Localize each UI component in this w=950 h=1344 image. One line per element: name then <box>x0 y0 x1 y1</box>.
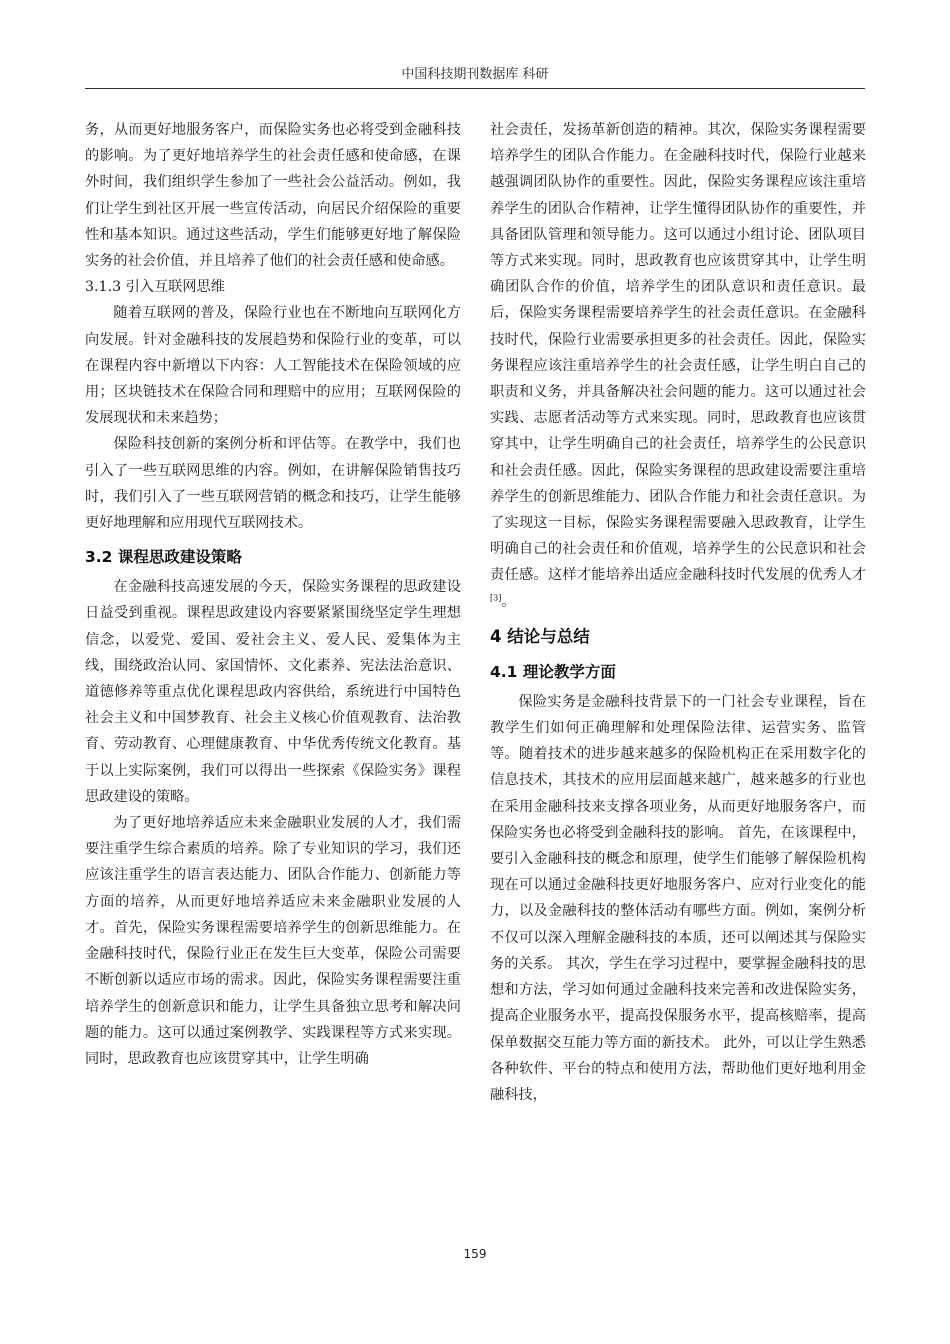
header-rule <box>85 88 865 89</box>
paragraph: 为了更好地培养适应未来金融职业发展的人才，我们需要注重学生综合素质的培养。除了专业知识的学习，我们还应该注重学生的语言表达能力、团队合作能力、创新能力等方面的培养，从而更好地培养适应未来金融职业发展的人才。首先，保险实务课程需要培养学生的创新思维能力。在金融科技时代，保险行业正在发生巨大变革，保险公司需要不断创新以适应市场的需求。因此，保险实务课程需要注重培养学生的创新意识和能力，让学生具备独立思考和解决问题的能力。这可以通过案例教学、实践课程等方式来实现。同时，思政教育也应该贯穿其中，让学生明确 <box>85 815 461 1067</box>
paragraph-text: 社会责任，发扬革新创造的精神。其次，保险实务课程需要培养学生的团队合作能力。在金融科技时代，保险行业越来越强调团队协作的重要性。因此，保险实务课程应该注重培养学生的团队合作精神，让学生懂得团队协作的重要性，并具备团队管理和领导能力。这可以通过小组讨论、团队项目等方式来实现。同时，思政教育也应该贯穿其中，让学生明确团队合作的价值，培养学生的团队意识和责任意识。最后，保险实务课程需要培养学生的社会责任意识。在金融科技时代，保险行业需要承担更多的社会责任。因此，保险实务课程应该注重培养学生的社会责任感，让学生明白自己的职责和义务，并具备解决社会问题的能力。这可以通过社会实践、志愿者活动等方式来实现。同时，思政教育也应该贯穿其中，让学生明确自己的社会责任，培养学生的公民意识和社会责任感。因此，保险实务课程的思政建设需要注重培养学生的创新思维能力、团队合作能力和社会责任意识。为了实现这一目标，保险实务课程需要融入思政教育，让学生明确自己的社会责任和价值观，培养学生的公民意识和社会责任感。这样才能培养出适应金融科技时代发展的优秀人才 <box>490 122 866 584</box>
paragraph: 在金融科技高速发展的今天，保险实务课程的思政建设日益受到重视。课程思政建设内容要紧紧围绕坚定学生理想信念，以爱党、爱国、爱社会主义、爱人民、爱集体为主线，围绕政治认同、家国情怀、文化素养、宪法法治意识、道德修养等重点优化课程思政内容供给，系统进行中国特色社会主义和中国梦教育、社会主义核心价值观教育、法治教育、劳动教育、心理健康教育、中华优秀传统文化教育。基于以上实际案例，我们可以得出一些探索《保险实务》课程思政建设的策略。 <box>85 579 461 805</box>
left-column <box>85 117 461 1072</box>
subsection-heading-3-1-3: 3.1.3 引入互联网思维 <box>85 279 225 296</box>
section-heading-3-2: 3.2 课程思政建设策略 <box>85 548 242 567</box>
section-heading-4-1: 4.1 理论教学方面 <box>490 662 616 681</box>
paragraph-end: 。 <box>501 593 516 610</box>
paragraph <box>490 117 866 615</box>
paragraph: 保险科技创新的案例分析和评估等。在教学中，我们也引入了一些互联网思维的内容。例如，在讲解保险销售技巧时，我们引入了一些互联网营销的概念和技巧，让学生能够更好地理解和应用现代互联网技术。 <box>85 436 461 532</box>
running-header: 中国科技期刊数据库 科研 <box>401 67 549 82</box>
paragraph: 务，从而更好地服务客户，而保险实务也必将受到金融科技的影响。为了更好地培养学生的社会责任感和使命感，在课外时间，我们组织学生参加了一些社会公益活动。例如，我们让学生到社区开展一些宣传活动，向居民介绍保险的重要性和基本知识。通过这些活动，学生们能够更好地了解保险实务的社会价值，并且培养了他们的社会责任感和使命感。 <box>85 122 461 270</box>
right-column <box>490 117 866 1108</box>
paragraph: 随着互联网的普及，保险行业也在不断地向互联网化方向发展。针对金融科技的发展趋势和保险行业的变革，可以在课程内容中新增以下内容：人工智能技术在保险领域的应用；区块链技术在保险合同和理赔中的应用；互联网保险的发展现状和未来趋势； <box>85 305 461 427</box>
section-heading-4: 4 结论与总结 <box>490 626 590 646</box>
citation-ref: [3] <box>490 592 502 602</box>
paragraph: 保险实务是金融科技背景下的一门社会专业课程，旨在教学生们如何正确理解和处理保险法律、运营实务、监管等。随着技术的进步越来越多的保险机构正在采用数字化的信息技术，其技术的应用层面越来越广，越来越多的行业也在采用金融科技来支撑各项业务，从而更好地服务客户，而保险实务也必将受到金融科技的影响。 首先，在该课程中，要引入金融科技的概念和原理，使学生们能够了解保险机构现在可以通过金融科技更好地服务客户、应对行业变化的能力，以及金融科技的整体活动有哪些方面。例如，案例分析不仅可以深入理解金融科技的本质，还可以阐述其与保险实务的关系。 其次，学生在学习过程中，要掌握金融科技的思想和方法，学习如何通过金融科技来完善和改进保险实务，提高企业服务水平，提高投保服务水平，提高核赔率，提高保单数据交互能力等方面的新技术。 此外，可以让学生熟悉各种软件、平台的特点和使用方法，帮助他们更好地利用金融科技， <box>490 693 866 1103</box>
page-number: 159 <box>463 1247 487 1261</box>
